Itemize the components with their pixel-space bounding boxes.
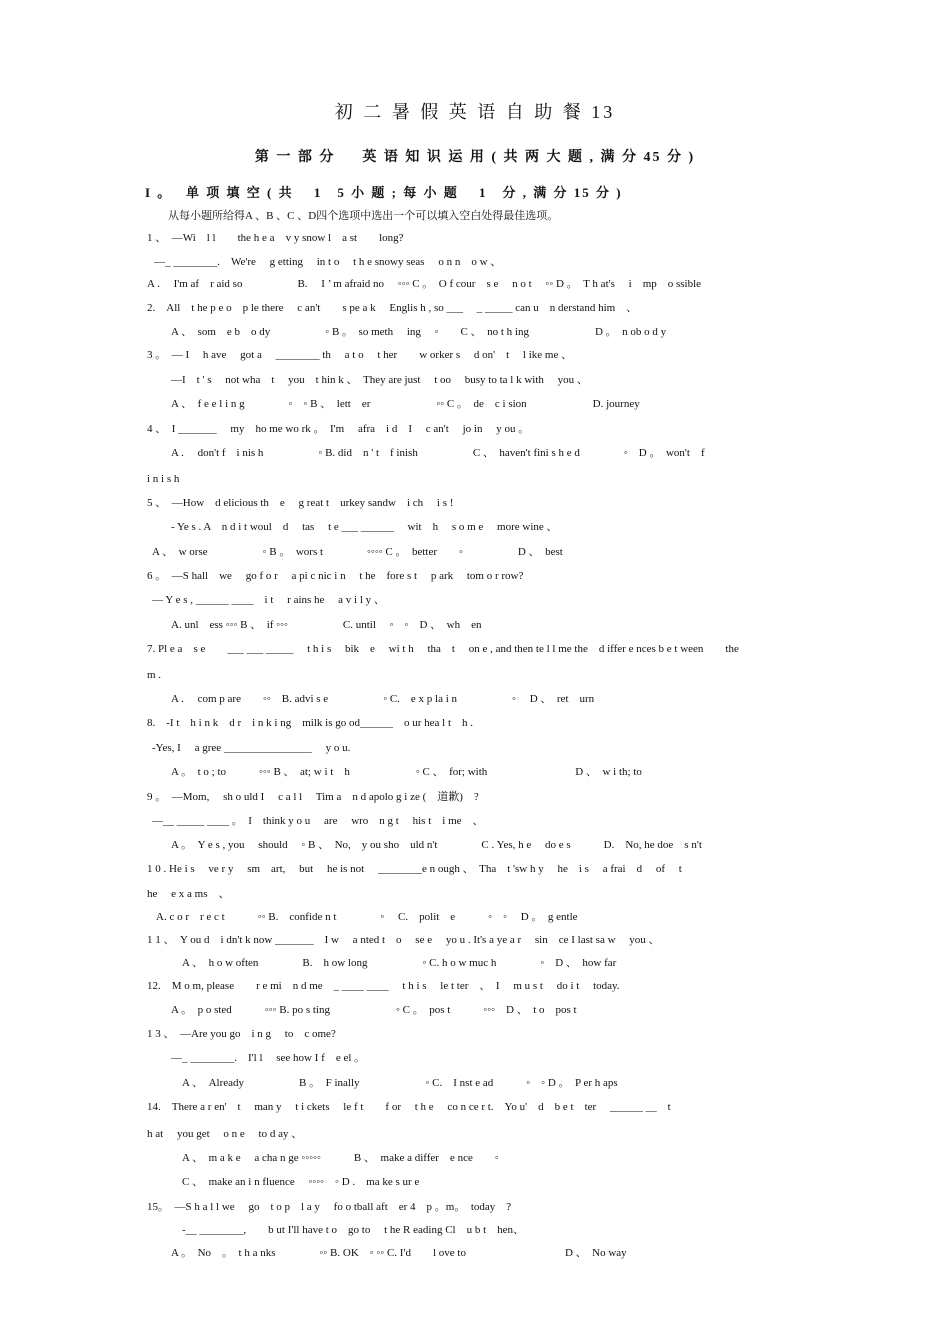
question-12-options: A 。 p o sted ◦◦◦ B. po s ting ◦ C 。 pos t ◦◦◦ D 、 t o pos t xyxy=(171,1004,577,1016)
question-13-dialogue: —_ ________. I'l l see how I f e el 。 xyxy=(171,1052,366,1064)
question-9-options: A 。 Y e s , you should ◦ B 、 No, y ou sho uld n't C . Yes, h e do e s D. No, he doe s n't xyxy=(171,839,702,851)
question-8-options: A 。 t o ; to ◦◦◦ B 、 at; w i t h ◦ C 、 for; with D 、 w i th; to xyxy=(171,766,642,778)
question-4-stem: 4 、 I _______ my ho me wo rk 。 I'm afra i d I c an't jo in y ou 。 xyxy=(147,423,530,435)
question-7-options: A . com p are ◦◦ B. advi s e ◦ C. e x p la i n ◦ D 、 ret urn xyxy=(171,693,595,705)
question-7-stem-continued: m . xyxy=(147,669,162,681)
question-11-options: A 、 h o w often B. h ow long ◦ C. h o w muc h ◦ D 、 how far xyxy=(182,957,617,969)
question-13-stem: 1 3 、 —Are you go i n g to c ome? xyxy=(147,1028,336,1040)
question-15-dialogue: -__ ________, b ut I'll have t o go to t he R eading Cl u b t hen、 xyxy=(182,1224,525,1236)
question-1-stem: 1 、 —Wi l l the h e a v y snow l a st long? xyxy=(147,232,404,244)
question-13-options: A 、 Already B 。 F inally ◦ C. I nst e ad ◦ ◦ D 。 P er h aps xyxy=(182,1077,618,1089)
question-4-options-continued: i n i s h xyxy=(147,473,180,485)
question-14-options-ab: A 、 m a k e a cha n ge ◦◦◦◦◦ B 、 make a differ e nce ◦ xyxy=(182,1152,499,1164)
question-5-dialogue: - Ye s . A n d i t woul d tas t e ___ ______ wit h s o m e more wine 、 xyxy=(171,521,558,533)
question-10-options: A. c o r r e c t ◦◦ B. confide n t ◦ C. polit e ◦ ◦ D 。 g entle xyxy=(156,911,578,923)
question-6-stem: 6 。 —S hall we go f o r a pi c nic i n t he fore s t p ark tom o r row? xyxy=(147,570,524,582)
question-15-options: A 。 No 。 t h a nks ◦◦ B. OK ◦ ◦◦ C. I'd l ove to D 、 No way xyxy=(171,1247,627,1259)
question-3-stem: 3 。 — I h ave got a ________ th a t o t her w orker s d on' t l ike me 、 xyxy=(147,349,573,361)
part-heading: 第 一 部 分 英 语 知 识 运 用 ( 共 两 大 题 , 满 分 45 分 ) xyxy=(254,150,696,165)
section-heading: I 。 单 项 填 空 ( 共 1 5 小 题 ; 每 小 题 1 分 , 满 分 15 分 ) xyxy=(145,185,623,200)
question-9-stem: 9 。 —Mom, sh o uld I c a l l Tim a n d apolo g i ze ( 道歉) ? xyxy=(147,791,479,803)
question-10-stem-continued: he e x a ms 、 xyxy=(147,888,230,900)
question-5-stem: 5 、 —How d elicious th e g reat t urkey sandw i ch i s ! xyxy=(147,497,454,509)
question-1-options: A . I'm af r aid so B. I ’ m afraid no ◦◦◦ C 。 O f cour s e n o t ◦◦ D 。 T h at's i mp o ssible xyxy=(147,278,702,290)
question-11-stem: 1 1 、 Y ou d i dn't k now _______ I w a nted t o se e yo u . It's a ye a r sin ce I last sa w you 、 xyxy=(147,934,660,946)
question-3-options: A 、 f e e l i n g ◦ ◦ B 、 lett er ◦◦ C 。 de c i sion D. journey xyxy=(171,398,640,410)
question-14-stem-continued: h at you get o n e to d ay 、 xyxy=(147,1128,303,1140)
question-3-dialogue: —I t ' s not wha t you t hin k 、 They are just t oo busy to ta l k with you 、 xyxy=(171,374,588,386)
question-4-options: A . don't f i nis h ◦ B. did n ' t f inish C 、 haven't fini s h e d ◦ D 。 won't f xyxy=(171,447,705,459)
question-2-stem: 2. All t he p e o p le there c an't s pe a k Englis h , so ___ _ _____ can u n derstand him 、 xyxy=(147,302,638,314)
question-10-stem: 1 0 . He i s ve r y sm art, but he is not ________e n ough 、 Tha t 'sw h y he i s a frai d of t xyxy=(147,863,682,875)
worksheet-title: 初 二 暑 假 英 语 自 助 餐 13 xyxy=(334,102,616,122)
question-9-dialogue: —__ _____ ____ 。 I think y o u are wro n g t his t i me 、 xyxy=(152,815,484,827)
question-8-dialogue: -Yes, I a gree ________________ y o u. xyxy=(152,742,351,754)
question-7-stem: 7. Pl e a s e ___ ___ _____ t h i s bik e wi t h tha t on e , and then te l l me the d iffer e nces b e t ween the xyxy=(147,643,739,655)
question-12-stem: 12. M o m, please r e mi n d me _ ____ ____ t h i s le t ter 、 I m u s t do i t today. xyxy=(147,980,620,992)
question-14-options-cd: C 、 make an i n fluence ◦◦◦◦ ◦ D . ma ke s ur e xyxy=(182,1176,420,1188)
question-5-options: A 、 w orse ◦ B 。 wors t ◦◦◦◦ C 。 better ◦ D 、 best xyxy=(152,546,563,558)
question-15-stem: 15。 —S h a l l we go t o p l a y fo o tball aft er 4 p 。m。 today ? xyxy=(147,1201,512,1213)
question-6-options: A. unl ess ◦◦◦ B 、 if ◦◦◦ C. until ◦ ◦ D 、 wh en xyxy=(171,619,482,631)
question-1-dialogue: —_ ________. We're g etting in t o t h e snowy seas o n n o w 、 xyxy=(154,256,502,268)
section-instruction: 从每小题所给得A 、B 、C 、D四个选项中选出一个可以填入空白处得最佳选项。 xyxy=(168,210,559,222)
question-14-stem: 14. There a r en' t man y t i ckets le f t f or t h e co n ce r t. Yo u' d b e t ter ______ __ t xyxy=(147,1101,671,1113)
question-6-dialogue: — Y e s , ______ ____ i t r ains he a v i l y 、 xyxy=(152,594,385,606)
question-8-stem: 8. -I t h i n k d r i n k i ng milk is go od______ o ur hea l t h . xyxy=(147,717,474,729)
question-2-options: A 、 som e b o dy ◦ B 。 so meth ing ◦ C 、 no t h ing D 。 n ob o d y xyxy=(171,326,667,338)
